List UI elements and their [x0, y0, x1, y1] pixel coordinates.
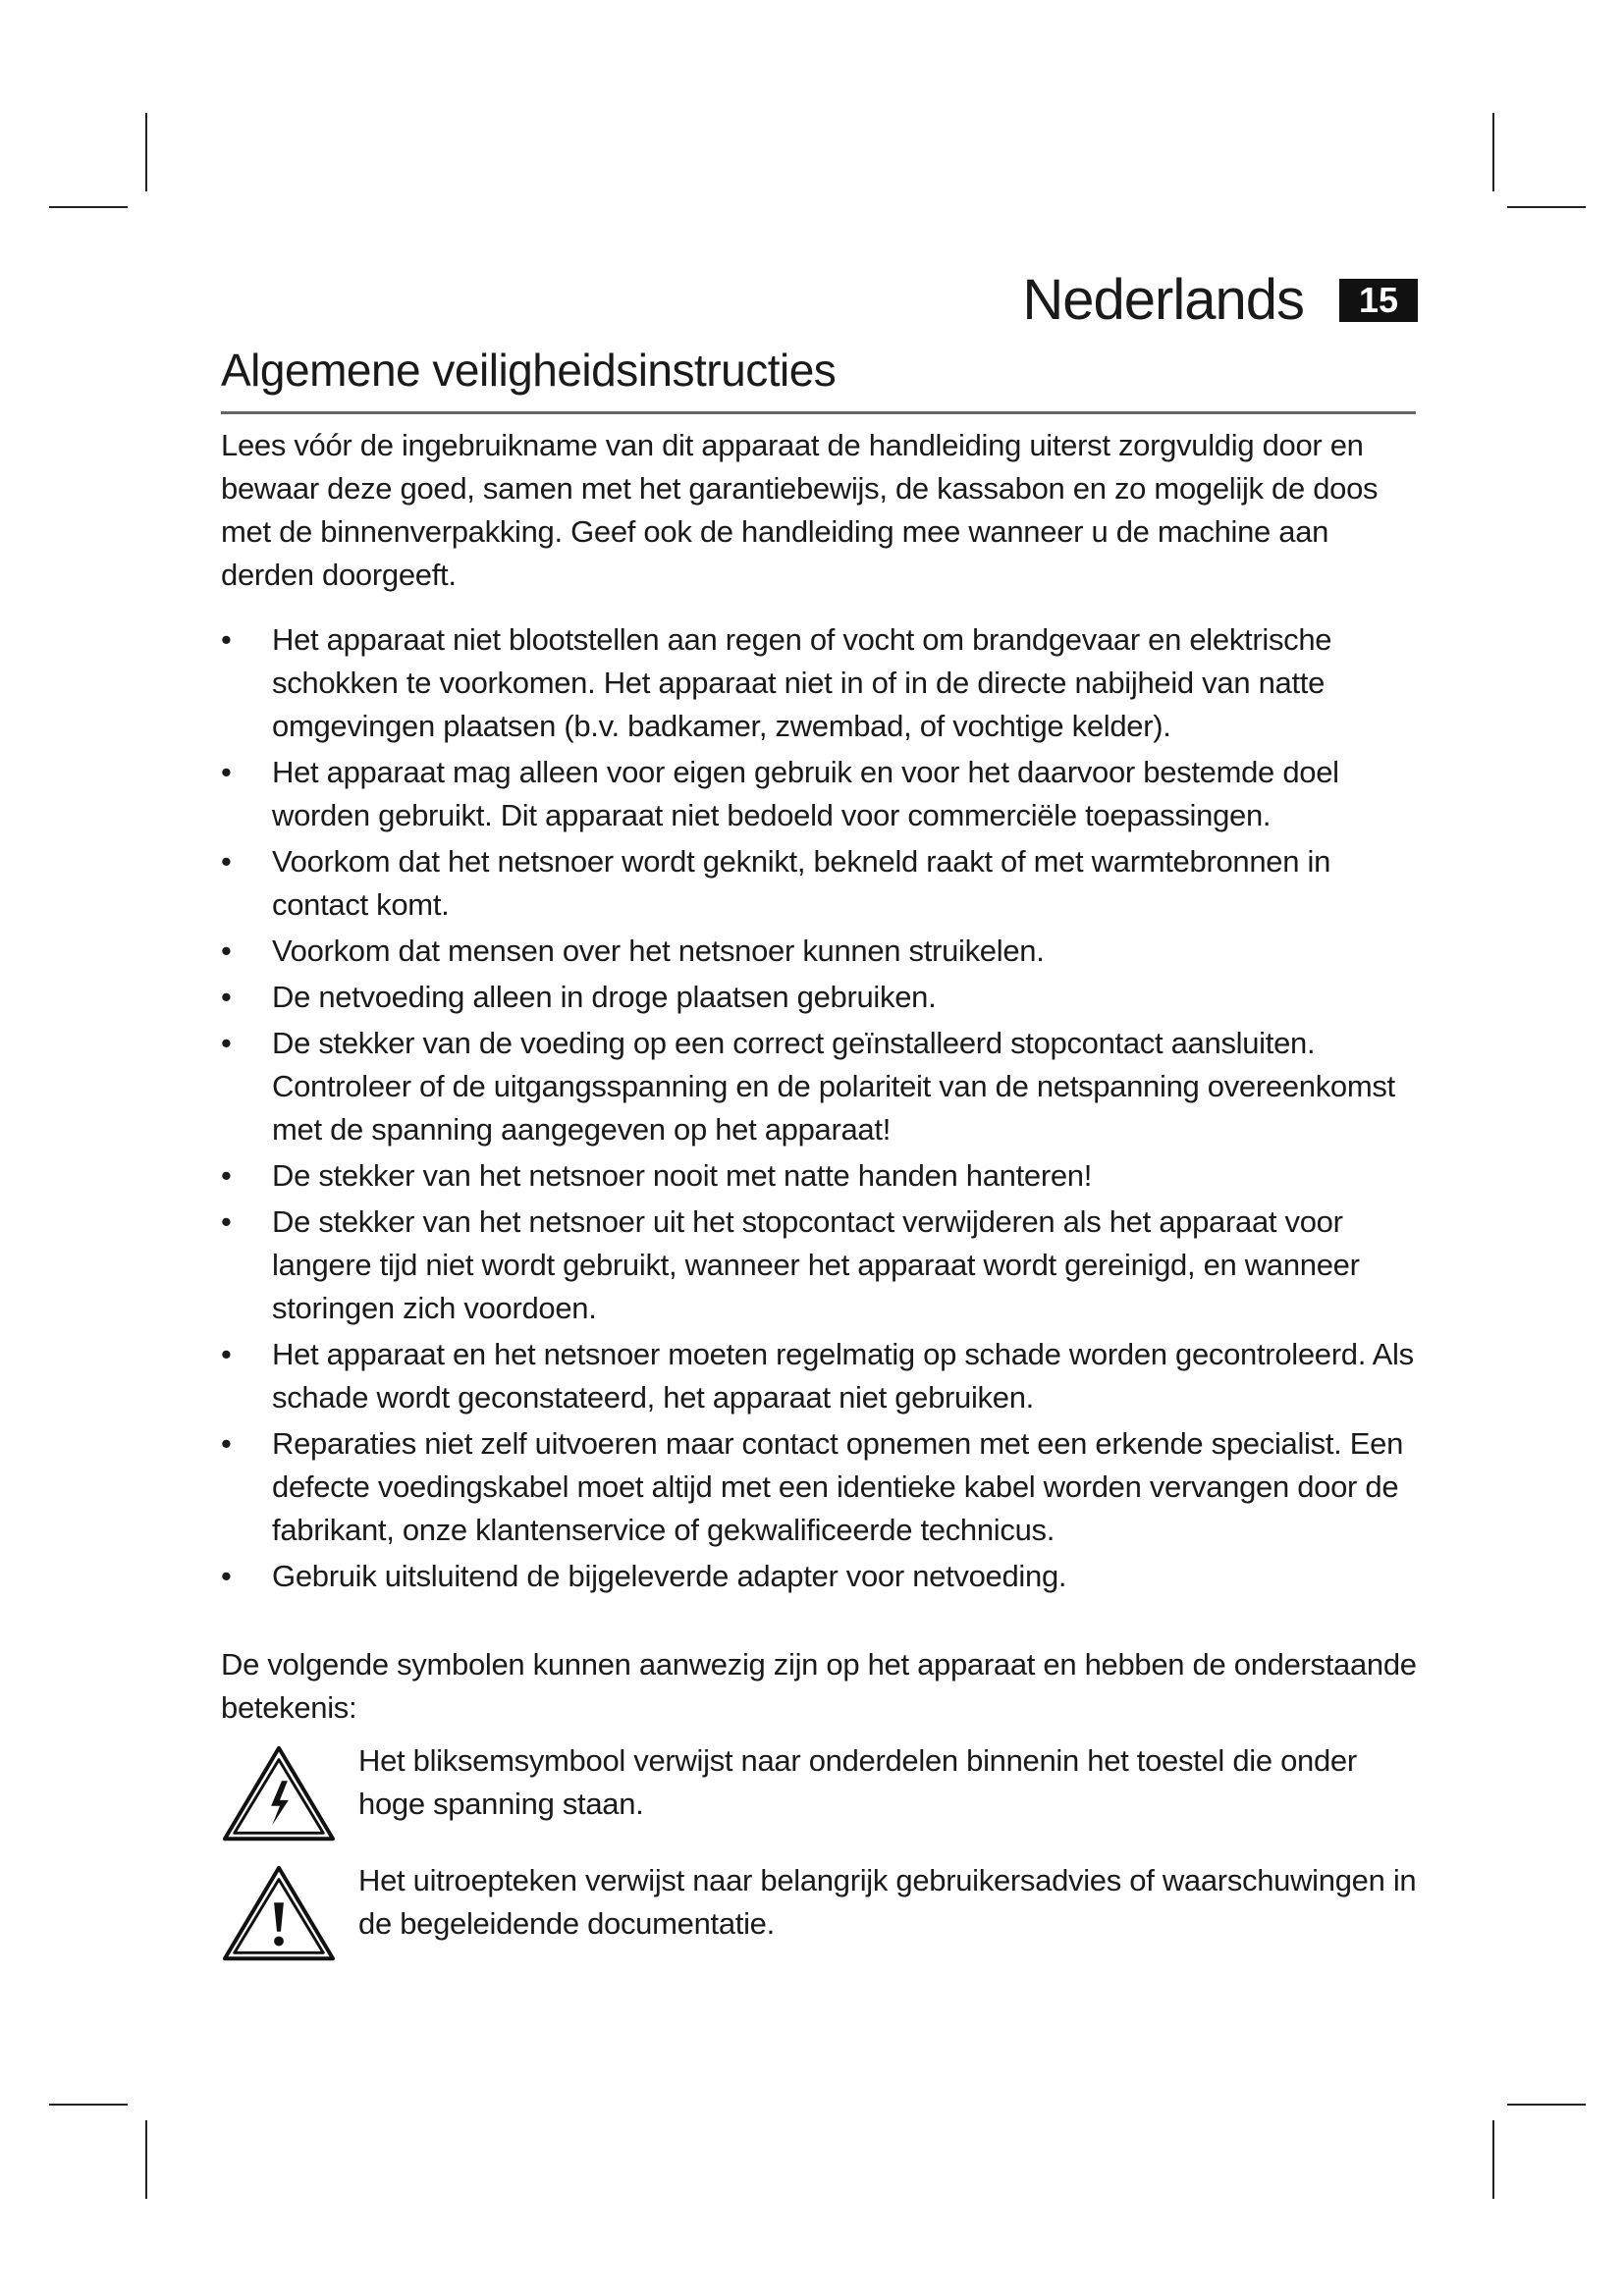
bullet-icon: •	[221, 980, 232, 1014]
safety-instructions-list	[221, 618, 1424, 1598]
list-item-text: De stekker van de voeding op een correct geïnstalleerd stopcontact aansluiten. Controleer of de uitgangsspanning en de polariteit van de netspanning overeenkomst met de spanning aangegeven op het apparaat!	[272, 1026, 1395, 1147]
bullet-icon: •	[221, 1204, 232, 1239]
page-number-badge: 15	[1339, 279, 1418, 322]
bullet-icon: •	[221, 1337, 232, 1371]
exclamation-warning-icon	[221, 1863, 337, 1965]
list-item	[221, 1201, 1424, 1330]
bullet-icon: •	[221, 1026, 232, 1060]
list-item	[221, 1154, 1424, 1198]
symbol-description: Het uitroepteken verwijst naar belangrijk gebruikersadvies of waarschuwingen in de begeleidende documentatie.	[358, 1863, 1417, 1941]
page-header	[1022, 267, 1418, 333]
crop-mark-top-right-vertical	[1492, 113, 1494, 191]
list-item	[221, 840, 1424, 927]
lightning-warning-icon	[221, 1743, 337, 1845]
list-item-text: Het apparaat niet blootstellen aan regen of vocht om brandgevaar en elektrische schokken te voorkomen. Het apparaat niet in of in de directe nabijheid van natte omgevingen plaatsen (b.v. badkamer, zwembad, of vochtige kelder).	[272, 622, 1332, 743]
crop-mark-bottom-left-horizontal	[49, 2104, 128, 2106]
list-item-text: Voorkom dat het netsnoer wordt geknikt, bekneld raakt of met warmtebronnen in contact komt.	[272, 844, 1331, 922]
language-title: Nederlands	[1022, 268, 1304, 332]
bullet-icon: •	[221, 1426, 232, 1461]
crop-mark-top-left-horizontal	[49, 206, 128, 208]
symbol-row-exclamation	[221, 1859, 1424, 1965]
bullet-icon: •	[221, 755, 232, 789]
list-item-text: Gebruik uitsluitend de bijgeleverde adapter voor netvoeding.	[272, 1559, 1067, 1593]
list-item-text: Het apparaat mag alleen voor eigen gebruik en voor het daarvoor bestemde doel worden gebruikt. Dit apparaat niet bedoeld voor commerciële toepassingen.	[272, 755, 1339, 832]
crop-mark-bottom-right-vertical	[1492, 2120, 1494, 2199]
list-item	[221, 976, 1424, 1019]
list-item-text: De netvoeding alleen in droge plaatsen gebruiken.	[272, 980, 937, 1014]
section-title: Algemene veiligheidsinstructies	[221, 345, 837, 396]
list-item-text: De stekker van het netsnoer nooit met natte handen hanteren!	[272, 1158, 1093, 1193]
symbol-description: Het bliksemsymbool verwijst naar onderdelen binnenin het toestel die onder hoge spanning staan.	[358, 1743, 1357, 1821]
list-item-text: Voorkom dat mensen over het netsnoer kunnen struikelen.	[272, 934, 1045, 968]
list-item	[221, 930, 1424, 973]
crop-mark-bottom-left-vertical	[145, 2120, 147, 2199]
symbols-intro: De volgende symbolen kunnen aanwezig zijn op het apparaat en hebben de onderstaande betekenis:	[221, 1647, 1417, 1725]
bullet-icon: •	[221, 1559, 232, 1593]
bullet-icon: •	[221, 934, 232, 968]
title-divider	[221, 411, 1416, 414]
list-item	[221, 751, 1424, 837]
list-item	[221, 1022, 1424, 1151]
crop-mark-top-right-horizontal	[1507, 206, 1586, 208]
crop-mark-bottom-right-horizontal	[1507, 2104, 1586, 2106]
symbol-row-lightning	[221, 1739, 1424, 1845]
list-item-text: De stekker van het netsnoer uit het stopcontact verwijderen als het apparaat voor langere tijd niet wordt gebruikt, wanneer het apparaat wordt gereinigd, en wanneer storingen zich voordoen.	[272, 1204, 1360, 1325]
list-item	[221, 1555, 1424, 1598]
list-item	[221, 618, 1424, 748]
bullet-icon: •	[221, 844, 232, 879]
bullet-icon: •	[221, 622, 232, 657]
list-item-text: Reparaties niet zelf uitvoeren maar contact opnemen met een erkende specialist. Een defecte voedingskabel moet altijd met een identieke kabel worden vervangen door de fabrikant, onze klantenservice of gekwalificeerde technicus.	[272, 1426, 1404, 1547]
crop-mark-top-left-vertical	[145, 113, 147, 191]
document-body	[221, 424, 1424, 1979]
intro-paragraph: Lees vóór de ingebruikname van dit apparaat de handleiding uiterst zorgvuldig door en bewaar deze goed, samen met het garantiebewijs, de kassabon en zo mogelijk de doos met de binnenverpakking. Geef ook de handleiding mee wanneer u de machine aan derden doorgeeft.	[221, 428, 1379, 592]
list-item	[221, 1422, 1424, 1552]
bullet-icon: •	[221, 1158, 232, 1193]
list-item-text: Het apparaat en het netsnoer moeten regelmatig op schade worden gecontroleerd. Als schade wordt geconstateerd, het apparaat niet gebruiken.	[272, 1337, 1414, 1415]
list-item	[221, 1333, 1424, 1419]
